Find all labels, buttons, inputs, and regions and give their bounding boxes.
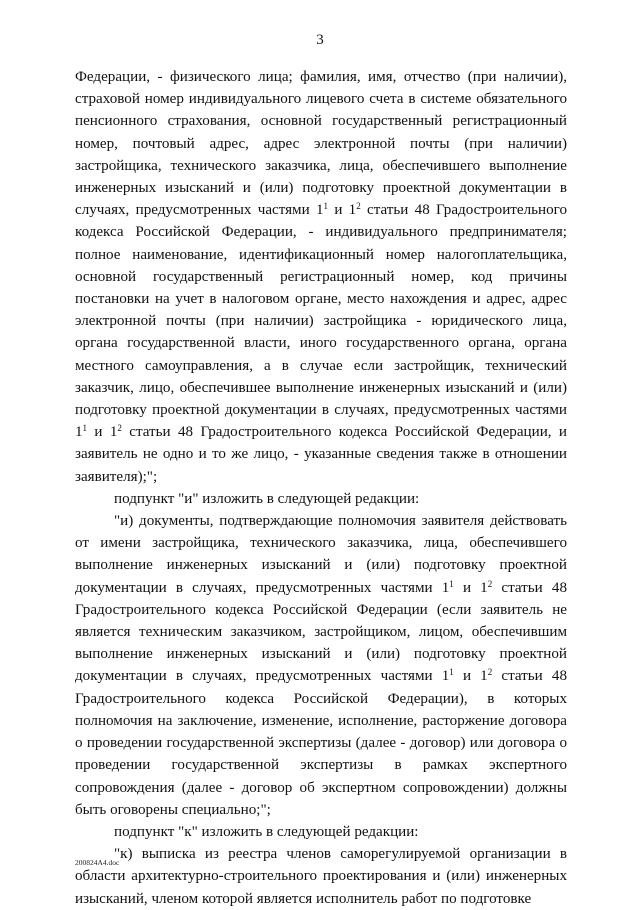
paragraph-text: и 1: [453, 668, 488, 685]
paragraph-text: статьи 48 Градостроительного кодекса Российской Федерации, и заявитель не одно и то же лицо, - указанные сведения также в отношении заявителя);";: [75, 424, 567, 485]
superscript: 2: [487, 667, 493, 678]
paragraph-text: подпункт "к" изложить в следующей редакции:: [114, 823, 419, 840]
superscript: 1: [449, 578, 454, 589]
paragraph: [75, 66, 567, 488]
paragraph: [75, 488, 567, 510]
paragraph-text: и 1: [87, 424, 118, 441]
paragraph: [75, 510, 567, 821]
paragraph-text: подпункт "и" изложить в следующей редакции:: [114, 490, 420, 507]
footer-filename: 200824A4.doc: [75, 858, 120, 867]
superscript: 2: [117, 423, 122, 434]
page-number: 3: [316, 32, 324, 48]
paragraph-text: и 1: [453, 579, 488, 596]
paragraph-text: и 1: [328, 202, 357, 219]
paragraph-text: "к) выписка из реестра членов саморегулируемой организации в области архитектурно-строительного проектирования и (или) инженерных изысканий, членом которой является исполнитель работ по подготовке: [75, 846, 567, 907]
superscript: 1: [449, 667, 454, 678]
paragraph-text: статьи 48 Градостроительного кодекса Российской Федерации (если заявитель не является техническим заказчиком, застройщиком, лицом, обеспечившим выполнение инженерных изысканий и (или) подготовку проектной документации в случаях, предусмотренных частями 1: [75, 579, 567, 685]
superscript: 1: [82, 423, 88, 434]
paragraph-text: статьи 48 Градостроительного кодекса Российской Федерации, - индивидуального предпринимателя; полное наименование, идентификационный номер налогоплательщика, основной государственный регистрационный номер, код причины постановки на учет в налоговом органе, место нахождения и адрес, адрес электронной почты (при наличии) застройщика - юридического лица, органа государственной власти, иного государственного органа, органа местного самоуправления, а в случае если застройщик, технический заказчик, лицо, обеспечившее выполнение инженерных изысканий и (или) подготовку проектной документации в случаях, предусмотренных частями 1: [75, 202, 568, 441]
paragraph: [75, 843, 567, 910]
superscript: 2: [356, 201, 361, 212]
paragraph: [75, 821, 567, 843]
superscript: 1: [323, 201, 329, 212]
paragraph-text: статьи 48 Градостроительного кодекса Российской Федерации), в которых полномочия на заключение, изменение, исполнение, расторжение договора о проведении государственной экспертизы (далее - договор) или договора о проведении государственной экспертизы в рамках экспертного сопровождения (далее - договор об экспертном сопровождении) должны быть оговорены специально;";: [75, 668, 567, 818]
superscript: 2: [487, 578, 493, 589]
paragraph-text: "и) документы, подтверждающие полномочия заявителя действовать от имени застройщика, технического заказчика, лица, обеспечившего выполнение инженерных изысканий и (или) подготовку проектной документации в случаях, предусмотренных частями 1: [75, 513, 567, 596]
document-body: [75, 66, 567, 910]
paragraph-text: Федерации, - физического лица; фамилия, имя, отчество (при наличии), страховой номер индивидуального лицевого счета в системе обязательного пенсионного страхования, основной государственный регистрационный номер, почтовый адрес, адрес электронной почты (при наличии) застройщика, технического заказчика, лица, обеспечившего выполнение инженерных изысканий и (или) подготовку проектной документации в случаях, предусмотренных частями 1: [75, 69, 567, 219]
